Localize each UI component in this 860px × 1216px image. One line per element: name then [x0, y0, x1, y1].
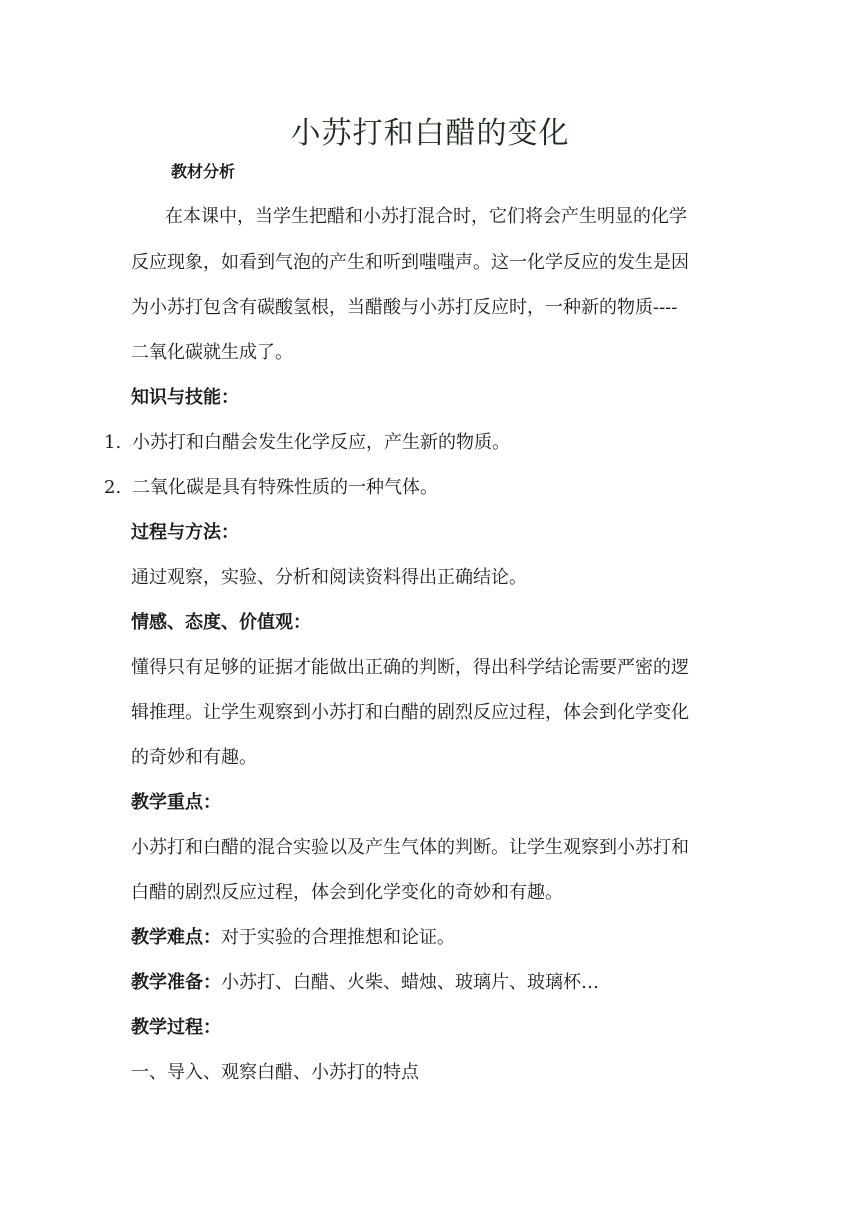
material-analysis-line-4: 二氧化碳就生成了。 — [131, 342, 293, 363]
procedure-step-1: 一、导入、观察白醋、小苏打的特点 — [131, 1062, 419, 1083]
preparation-row — [131, 971, 599, 995]
material-analysis-line-3: 为小苏打包含有碳酸氢根，当醋酸与小苏打反应时，一种新的物质---- — [131, 297, 678, 318]
emotion-values-heading: 情感、态度、价值观： — [131, 612, 311, 633]
difficulties-row — [131, 926, 455, 950]
procedure-heading: 教学过程： — [131, 1017, 221, 1038]
process-method-heading: 过程与方法： — [131, 522, 239, 543]
list-text: 小苏打和白醋会发生化学反应，产生新的物质。 — [132, 432, 510, 453]
preparation-text: 小苏打、白醋、火柴、蜡烛、玻璃片、玻璃杯… — [221, 972, 599, 993]
difficulties-text: 对于实验的合理推想和论证。 — [221, 927, 455, 948]
emotion-values-line-1: 懂得只有足够的证据才能做出正确的判断，得出科学结论需要严密的逻 — [131, 657, 689, 678]
difficulties-heading: 教学难点： — [131, 927, 221, 948]
material-analysis-line-2: 反应现象，如看到气泡的产生和听到嗤嗤声。这一化学反应的发生是因 — [131, 252, 689, 273]
preparation-heading: 教学准备： — [131, 972, 221, 993]
list-number: 2. — [104, 477, 122, 498]
process-method-text: 通过观察，实验、分析和阅读资料得出正确结论。 — [131, 567, 527, 588]
material-analysis-line-1: 在本课中，当学生把醋和小苏打混合时，它们将会产生明显的化学 — [165, 206, 687, 227]
key-points-line-2: 白醋的剧烈反应过程，体会到化学变化的奇妙和有趣。 — [131, 882, 563, 903]
document-title: 小苏打和白醋的变化 — [290, 116, 570, 151]
list-number: 1. — [104, 432, 122, 453]
knowledge-item-2 — [104, 476, 438, 500]
emotion-values-line-3: 的奇妙和有趣。 — [131, 747, 257, 768]
key-points-heading: 教学重点： — [131, 792, 221, 813]
list-text: 二氧化碳是具有特殊性质的一种气体。 — [132, 477, 438, 498]
knowledge-item-1 — [104, 431, 510, 455]
emotion-values-line-2: 辑推理。让学生观察到小苏打和白醋的剧烈反应过程，体会到化学变化 — [131, 702, 689, 723]
key-points-line-1: 小苏打和白醋的混合实验以及产生气体的判断。让学生观察到小苏打和 — [131, 837, 689, 858]
material-analysis-heading: 教材分析 — [171, 162, 236, 181]
knowledge-skills-heading: 知识与技能： — [131, 387, 239, 408]
